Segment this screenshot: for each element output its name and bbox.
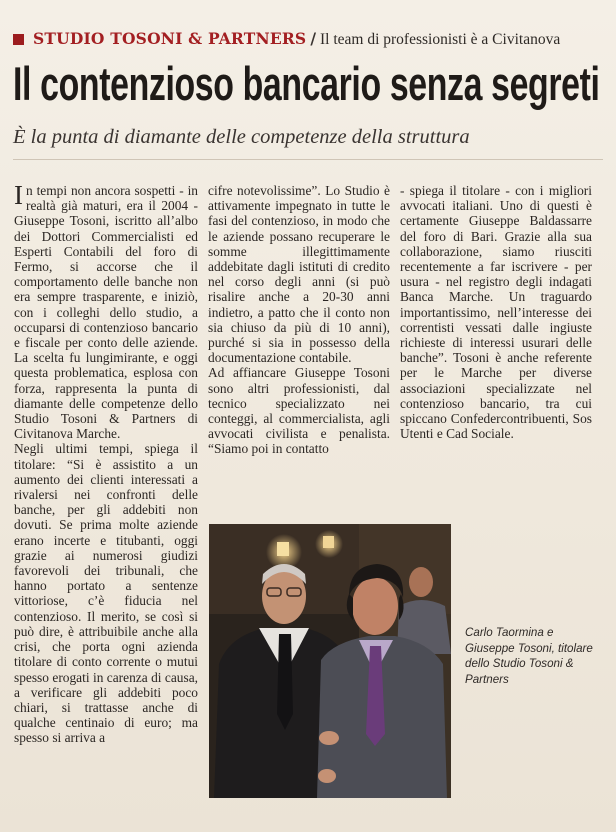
text-column-1 [14, 180, 198, 746]
section-header [33, 29, 560, 50]
studio-name: STUDIO TOSONI & PARTNERS [33, 29, 307, 48]
photo-caption: Carlo Taormina e Giuseppe Tosoni, titolare dello Studio Tosoni & Partners [465, 626, 593, 686]
section-marker-square [13, 34, 24, 45]
drop-cap: I [14, 180, 23, 210]
header-divider [13, 159, 603, 160]
column-3-paragraph-1: - spiega il titolare - con i migliori avvocati italiani. Uno di questi è certamente Giuseppe Baldassarre del foro di Bari. Grazie alla sua collaborazione, siamo riusciti recentemente a far iscrivere - per usura - nel registro degli indagati Banca Marche. Un traguardo importantissimo, nell’interesse dei correntisti vessati dalle ingiuste richieste di interessi usurari delle banche”. Tosoni è anche referente per le Marche per diverse associazioni specializzate nel contenzioso bancario, tra cui spiccano Confedercontribuenti, Sos Utenti e Cad Sociale. [400, 183, 592, 442]
text-column-2 [208, 183, 390, 457]
header-separator: / [310, 29, 316, 48]
article-subheadline: È la punta di diamante delle competenze della struttura [13, 126, 470, 148]
article-headline: Il contenzioso bancario senza segreti [13, 57, 600, 110]
text-column-3 [400, 183, 592, 441]
photo-illustration [209, 524, 451, 798]
column-2-paragraph-1: cifre notevolissime”. Lo Studio è attivamente impegnato in tutte le fasi del contenzioso, in modo che le aziende possano recuperare le somme illegittimamente addebitate dagli istituti di credito nel corso degli anni (si può risalire anche a 20-30 anni indietro, a patto che il conto non sia chiuso da più di 10 anni), purché si sia in possesso della documentazione contabile. [208, 183, 390, 366]
column-2-paragraph-2: Ad affiancare Giuseppe Tosoni sono altri professionisti, dal tecnico specializzato nei conteggi, al commercialista, agli avvocati civilista e penalista. “Siamo poi in contatto [208, 365, 390, 457]
column-1-paragraph-1 [14, 180, 198, 442]
column-1-paragraph-1-text: n tempi non ancora sospetti - in realtà già maturi, era il 2004 - Giuseppe Tosoni, iscritto all’albo dei Dottori Commercialisti ed Esperti Contabili del foro di Fermo, si accorse che il comportamento delle banche non era sempre trasparente, e iniziò, con i colleghi dello studio, a occuparsi di contenzioso bancario e fiscale per conto delle aziende. La scelta fu lungimirante, e oggi questa problematica, esplosa con forza, rappresenta la punta di diamante delle competenze dello Studio Tosoni & Partners di Civitanova Marche. [14, 183, 198, 442]
article-photo [209, 524, 451, 798]
column-1-paragraph-2: Negli ultimi tempi, spiega il titolare: “Si è assistito a un aumento dei clienti interessati a rivalersi nei confronti delle banche, per gli addebiti non dovuti. Se prima molte aziende erano incerte e titubanti, oggi grazie ai numerosi giudizi favorevoli dei tribunali, che hanno portato a sentenze vittoriose, c’è fiducia nel contenzioso. Il merito, se così si può dire, è attribuibile anche alla crisi, che porta ogni azienda titolare di conto corrente o mutui spesso erogati in carenza di causa, a verificare gli addebiti poco chiari, si trattasse anche di qualche centinaio di euro; ma spesso si arriva a [14, 441, 198, 746]
header-tagline: Il team di professionisti è a Civitanova [320, 31, 561, 48]
